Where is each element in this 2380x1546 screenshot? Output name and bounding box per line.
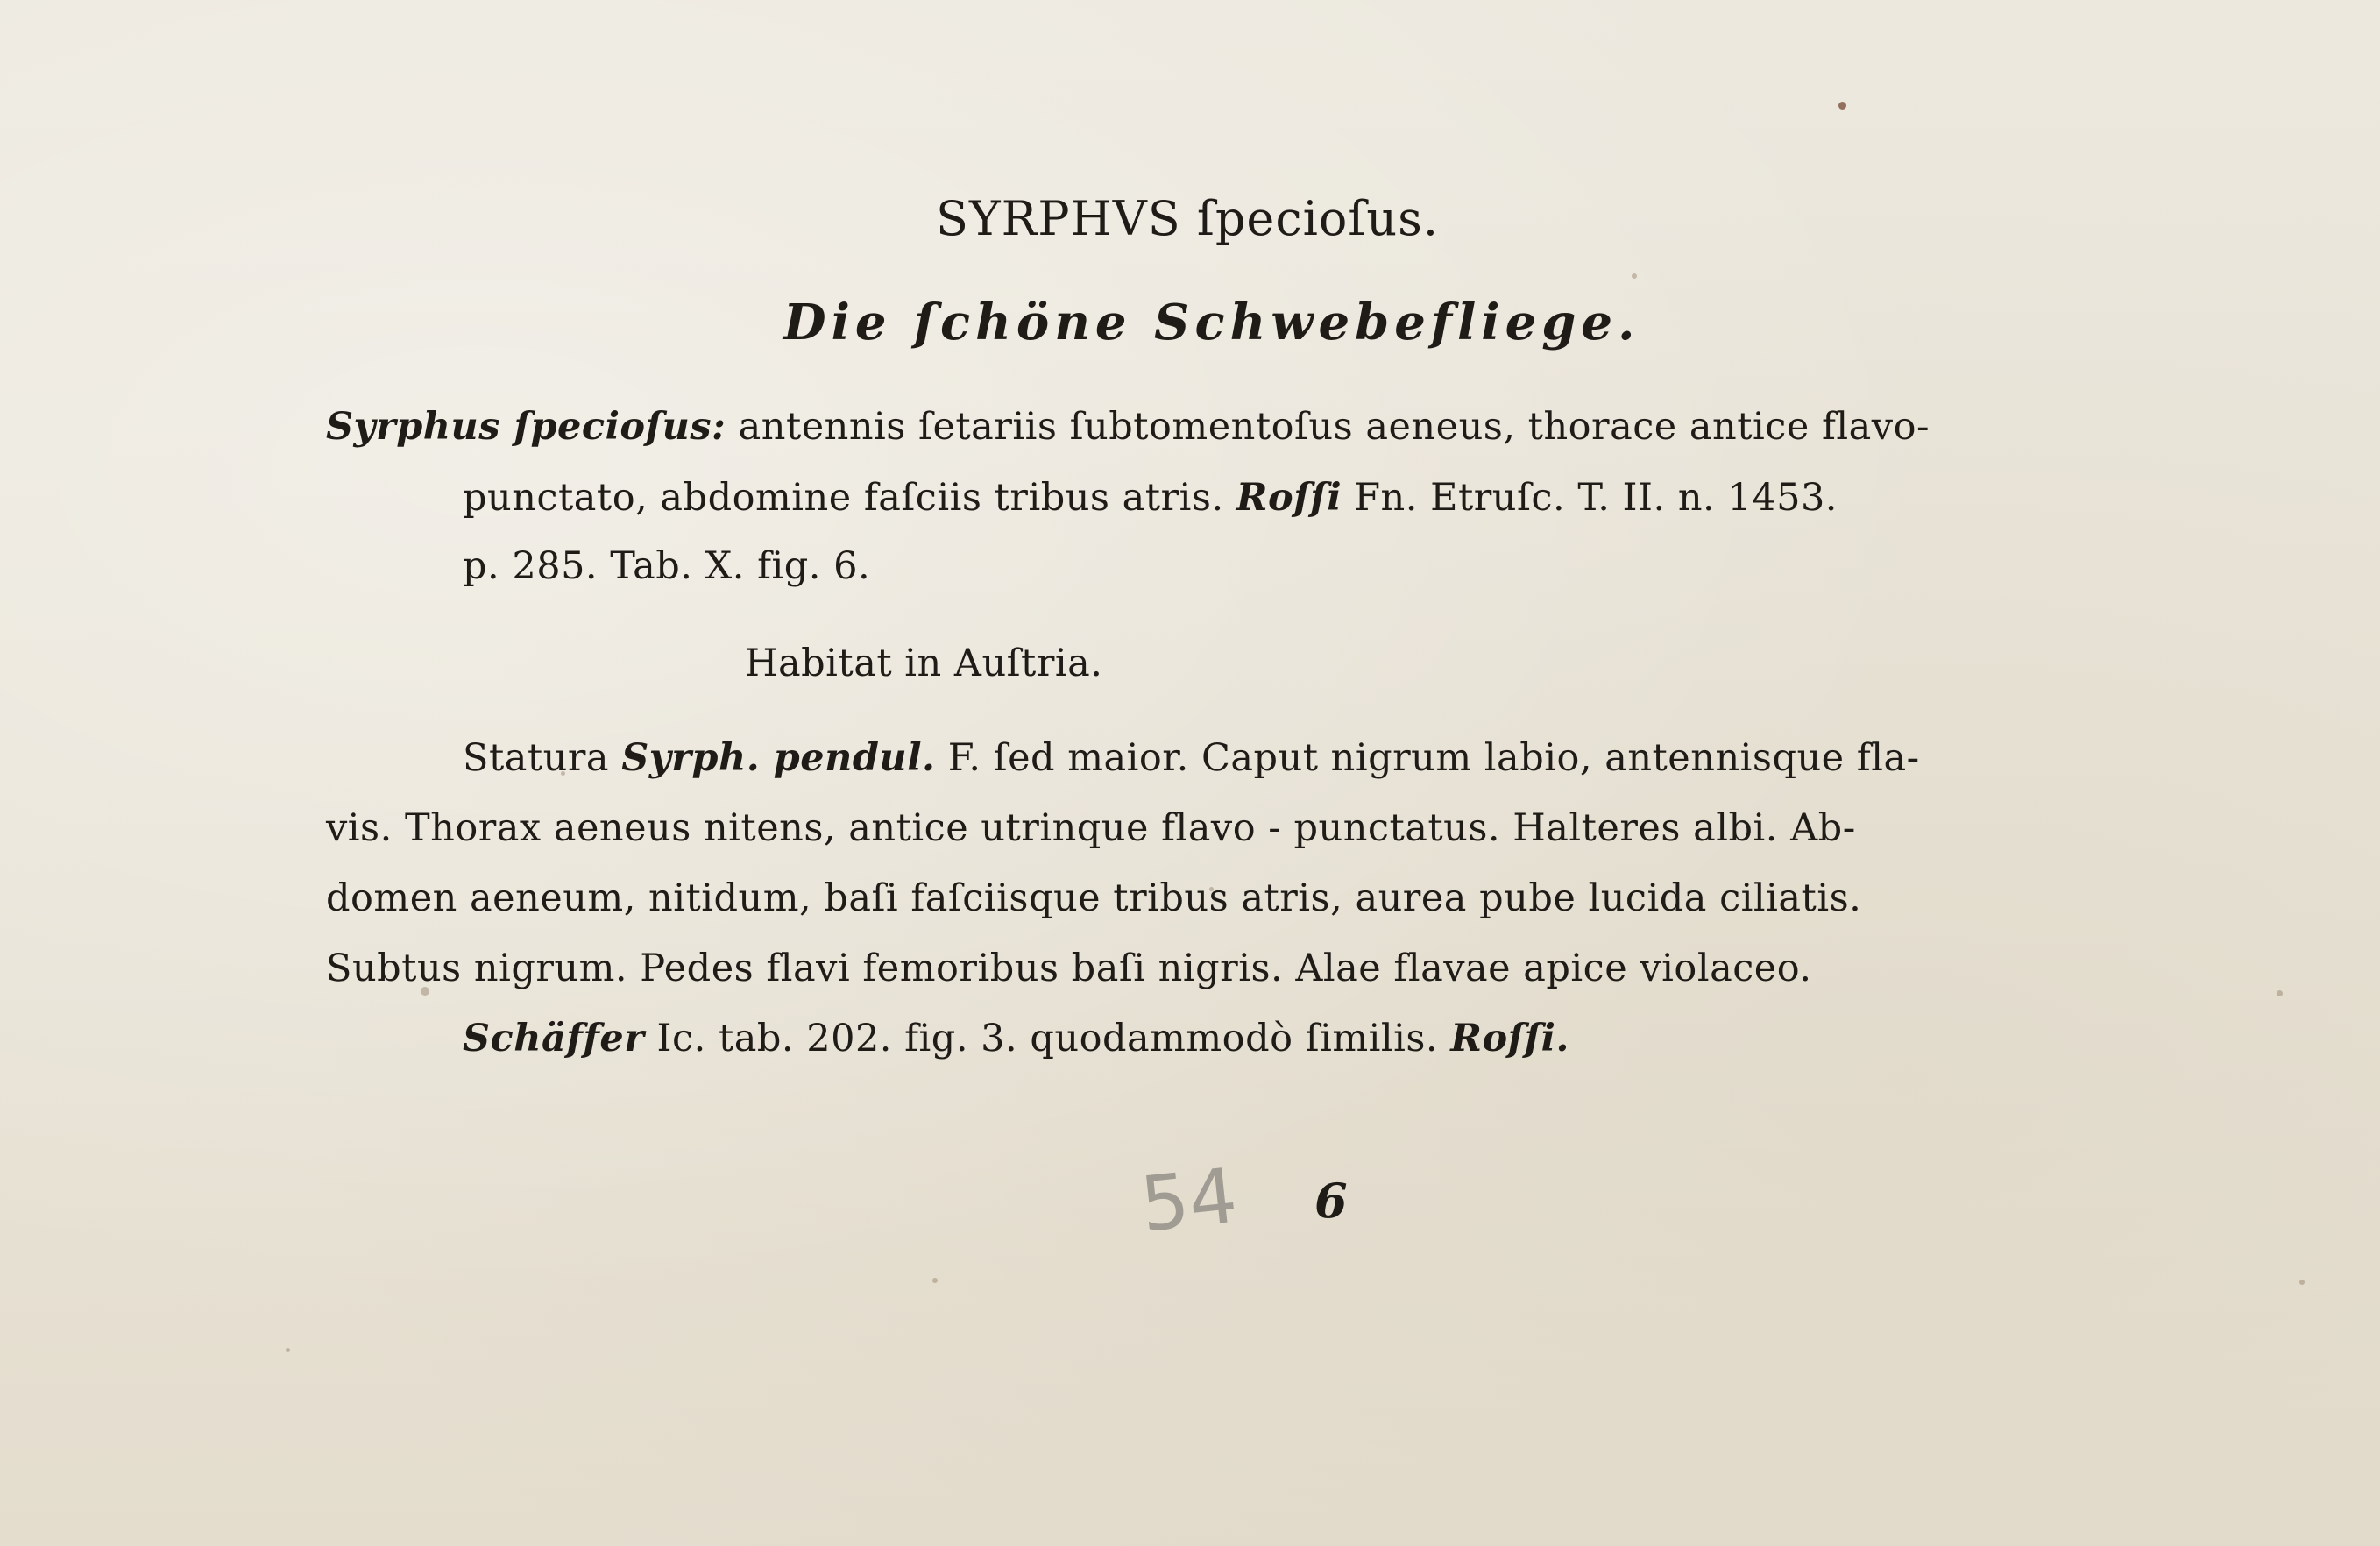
reference-line bbox=[463, 1017, 1569, 1060]
habitat-line: Habitat in Auſtria. bbox=[745, 642, 1103, 685]
description-line-2 bbox=[463, 476, 1838, 520]
page-number: 6 bbox=[1314, 1173, 1348, 1229]
paper-speck bbox=[2299, 1280, 2305, 1285]
description-line-1 bbox=[326, 405, 1930, 449]
description-text: antennis ſetariis ſubtomentoſus aeneus, thorace antice flavo- bbox=[738, 405, 1930, 449]
description-line-3: p. 285. Tab. X. fig. 6. bbox=[463, 544, 871, 588]
body-text: F. ſed maior. Caput nigrum labio, antennisque fla- bbox=[947, 736, 1920, 780]
reference-author: Schäffer bbox=[463, 1017, 645, 1060]
paper-speck bbox=[1632, 273, 1637, 279]
description-text: punctato, abdomine faſciis tribus atris. bbox=[463, 476, 1224, 520]
paper-speck bbox=[1838, 102, 1846, 110]
reference-author-2: Roſſi. bbox=[1450, 1017, 1569, 1060]
species-name: Syrphus ſpecioſus: bbox=[326, 405, 726, 449]
page-subtitle: Die ſchöne Schwebefliege. bbox=[783, 294, 1640, 351]
description-text: Fn. Etruſc. T. II. n. 1453. bbox=[1354, 476, 1838, 520]
paper-speck bbox=[932, 1278, 938, 1283]
species-reference: Syrph. pendul. bbox=[621, 736, 936, 780]
pencil-annotation: 54 bbox=[1137, 1152, 1242, 1250]
body-text: Statura bbox=[463, 736, 610, 780]
paper-speck bbox=[2277, 990, 2283, 996]
body-line-2: vis. Thorax aeneus nitens, antice utrinque flavo - punctatus. Halteres albi. Ab- bbox=[326, 806, 1856, 850]
paper-speck bbox=[286, 1348, 290, 1352]
reference-text: Ic. tab. 202. fig. 3. quodammodò ſimilis. bbox=[656, 1017, 1439, 1060]
body-line-3: domen aeneum, nitidum, baſi faſciisque tribus atris, aurea pube lucida ciliatis. bbox=[326, 876, 1862, 920]
body-line-4: Subtus nigrum. Pedes flavi femoribus baſi nigris. Alae flavae apice violaceo. bbox=[326, 947, 1812, 990]
author-name: Roſſi bbox=[1236, 476, 1342, 520]
body-line-1 bbox=[463, 736, 1920, 780]
page-title: SYRPHVS ſpecioſus. bbox=[936, 191, 1440, 246]
